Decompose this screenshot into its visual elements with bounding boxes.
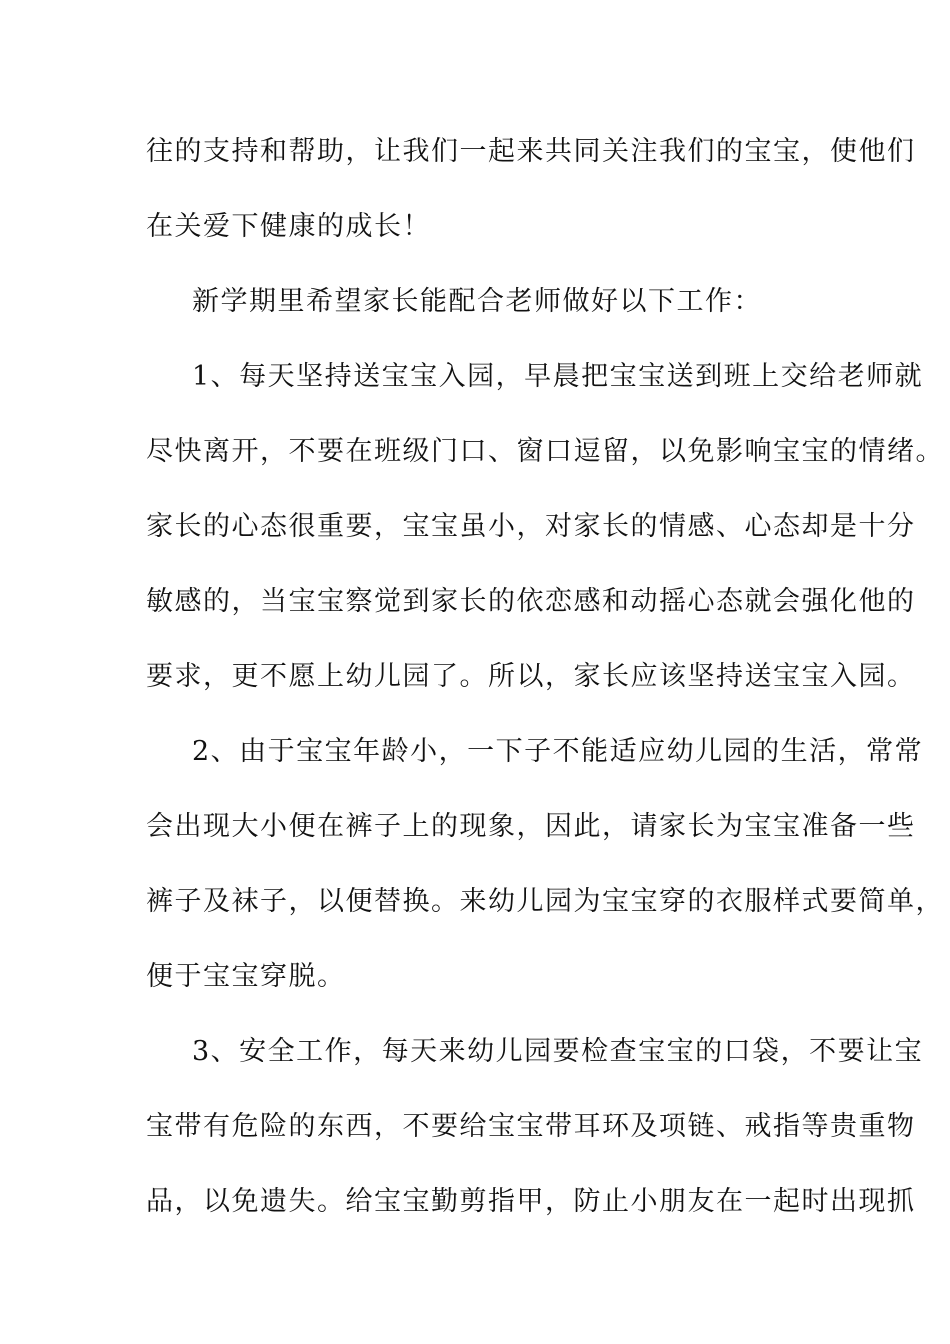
- item-2-start: 2、由于宝宝年龄小，一下子不能适应幼儿园的生活，常常: [192, 736, 924, 767]
- text-line: 宝带有危险的东西，不要给宝宝带耳环及项链、戒指等贵重物: [146, 1111, 916, 1142]
- text-line: 便于宝宝穿脱。: [146, 961, 346, 992]
- text-line: 敏感的，当宝宝察觉到家长的依恋感和动摇心态就会强化他的: [146, 586, 916, 617]
- text-line: 在关爱下健康的成长！: [146, 211, 431, 242]
- text-line: 裤子及袜子，以便替换。来幼儿园为宝宝穿的衣服样式要简单，: [146, 886, 944, 917]
- paragraph-intro: 新学期里希望家长能配合老师做好以下工作：: [192, 286, 762, 317]
- text-line: 家长的心态很重要，宝宝虽小，对家长的情感、心态却是十分: [146, 511, 916, 542]
- item-1-start: 1、每天坚持送宝宝入园，早晨把宝宝送到班上交给老师就: [192, 361, 924, 392]
- text-line: 要求，更不愿上幼儿园了。所以，家长应该坚持送宝宝入园。: [146, 661, 916, 692]
- text-line: 尽快离开，不要在班级门口、窗口逗留，以免影响宝宝的情绪。: [146, 436, 944, 467]
- text-line: 会出现大小便在裤子上的现象，因此，请家长为宝宝准备一些: [146, 811, 916, 842]
- text-line: 品，以免遗失。给宝宝勤剪指甲，防止小朋友在一起时出现抓: [146, 1186, 916, 1217]
- text-line: 往的支持和帮助，让我们一起来共同关注我们的宝宝，使他们: [146, 136, 916, 167]
- item-3-start: 3、安全工作，每天来幼儿园要检查宝宝的口袋，不要让宝: [192, 1036, 924, 1067]
